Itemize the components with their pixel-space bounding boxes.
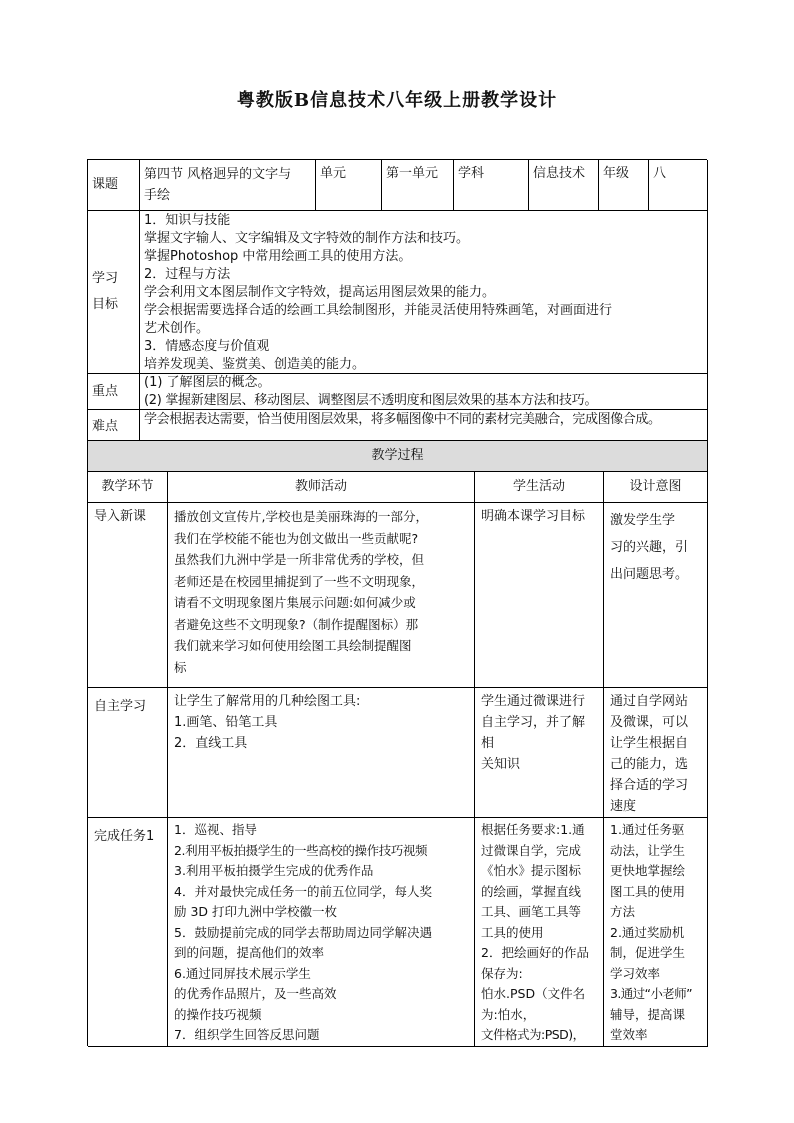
teacher-line: 4．并对最快完成任务一的前五位同学，每人奖: [174, 883, 432, 899]
intent-line: 习的兴趣，引: [610, 540, 689, 555]
teacher-line: 7．组织学生回答反思问题: [174, 1027, 320, 1042]
student-activity-cell: [475, 688, 604, 818]
teacher-line: 让学生了解常用的几种绘图工具:: [174, 694, 361, 709]
topic-label: 课题: [88, 160, 140, 211]
teacher-line: 标: [174, 659, 187, 675]
intent-line: 让学生根据自: [610, 736, 689, 751]
intent-line: 制，促进学生: [610, 945, 686, 960]
subject-value: 信息技术: [529, 160, 599, 211]
teacher-line: 我们就来学习如何使用绘图工具绘制提醒图: [174, 638, 412, 653]
goals-line: 掌握文字输人、文字编辑及文字特效的制作方法和技巧。: [144, 231, 470, 246]
process-heading: 教学过程: [88, 441, 708, 472]
goals-line: 2．过程与方法: [144, 267, 231, 282]
student-line: 《怕水》提示图标: [481, 863, 582, 878]
student-line: 明确本课学习目标: [481, 509, 586, 524]
teacher-line: 2.利用平板拍摄学生的一些高校的操作技巧视频: [174, 842, 428, 858]
intent-line: 激发学生学: [610, 513, 676, 528]
teacher-line: 5．鼓励提前完成的同学去帮助周边同学解决遇: [174, 924, 432, 940]
teacher-line: 虽然我们九洲中学是一所非常优秀的学校，但: [174, 552, 425, 567]
difficulty-content: 学会根据表达需要，恰当使用图层效果，将多幅图像中不同的素材完美融合，完成图像合成。: [140, 410, 708, 441]
grade-value: 八: [649, 160, 708, 211]
key-label: 重点: [88, 374, 140, 410]
goals-line: 掌握Photoshop 中常用绘画工具的使用方法。: [144, 249, 412, 264]
student-line: 学生通过微课进行: [481, 694, 586, 709]
unit-value: 第一单元: [382, 160, 454, 211]
goals-label-line-1: 学习: [92, 271, 119, 286]
student-line: 工具的使用: [481, 924, 544, 940]
intent-line: 2.通过奖励机: [610, 924, 685, 940]
unit-label: 单元: [316, 160, 382, 211]
goals-label-line-2: 目标: [92, 297, 119, 312]
teacher-activity-cell: [168, 688, 475, 818]
student-line: 文件格式为:PSD)，: [481, 1027, 585, 1042]
teacher-line: 1．巡视、指导: [174, 822, 257, 837]
goals-line: 学会根据需要选择合适的绘画工具绘制图形，并能灵活使用特殊画笔，对画面进行: [144, 303, 613, 318]
teacher-line: 者避免这些不文明现象?（制作提醒图标）那: [174, 616, 419, 632]
goals-line: 3．情感态度与价值观: [144, 339, 270, 354]
teacher-line: 请看不文明现象图片集展示问题:如何减少或: [174, 595, 416, 610]
intent-line: 及微课，可以: [610, 715, 689, 730]
intent-line: 速度: [610, 799, 637, 814]
student-line: 根据任务要求:1.通: [481, 822, 585, 837]
goals-line: 培养发现美、鉴赏美、创造美的能力。: [144, 357, 366, 372]
student-activity-cell: [475, 503, 604, 688]
teacher-line: 1.画笔、铅笔工具: [174, 715, 278, 730]
goals-line: 1．知识与技能: [144, 213, 231, 228]
intent-line: 图工具的使用: [610, 883, 686, 899]
teacher-line: 励 3D 打印九洲中学校徽一枚: [174, 904, 338, 919]
student-line: 关知识: [481, 757, 521, 772]
student-line: 工具、画笔工具等: [481, 904, 582, 919]
intent-line: 己的能力，选: [610, 757, 689, 772]
stage-cell: 完成任务1: [88, 818, 168, 1047]
grade-label: 年级: [599, 160, 649, 211]
student-line: 怕水.PSD（文件名: [481, 986, 586, 1001]
teacher-line: 6.通过同屏技术展示学生: [174, 965, 311, 981]
col-intent-header: 设计意图: [604, 472, 708, 503]
key-content: [140, 374, 708, 410]
stage-cell: 导入新课: [88, 503, 168, 688]
teacher-line: 2．直线工具: [174, 736, 248, 751]
document-title: 粤教版B信息技术八年级上册教学设计: [236, 90, 558, 111]
intent-line: 学习效率: [610, 965, 661, 981]
intent-line: 择合适的学习: [610, 778, 689, 793]
design-intent-cell: [604, 503, 708, 688]
teacher-activity-cell: [168, 503, 475, 688]
intent-line: 出问题思考。: [610, 567, 689, 582]
student-line: 自主学习，并了解: [481, 715, 586, 730]
intent-line: 辅导，提高课: [610, 1006, 686, 1022]
difficulty-label: 难点: [88, 410, 140, 441]
teacher-line: 的操作技巧视频: [174, 1006, 262, 1022]
goals-label: [88, 211, 140, 374]
student-line: 保存为:: [481, 965, 523, 981]
info-table: [87, 159, 707, 440]
intent-line: 1.通过任务驱: [610, 822, 685, 837]
col-teacher-header: 教师活动: [168, 472, 475, 503]
teacher-line: 老师还是在校园里捕捉到了一些不文明现象，: [174, 573, 425, 589]
goals-line: 学会利用文本图层制作文字特效，提高运用图层效果的能力。: [144, 285, 496, 300]
process-table: [87, 440, 707, 1046]
topic-line-1: 第四节 风格迥异的文字与: [144, 167, 292, 182]
student-line: 2．把绘画好的作品: [481, 945, 589, 960]
subject-label: 学科: [454, 160, 529, 211]
goals-content: [140, 211, 708, 374]
col-stage-header: 教学环节: [88, 472, 168, 503]
teacher-line: 我们在学校能不能也为创文做出一些贡献呢?: [174, 530, 419, 546]
teacher-line: 播放创文宣传片,学校也是美丽珠海的一部分，: [174, 509, 428, 524]
teacher-activity-cell: [168, 818, 475, 1047]
teacher-line: 到的问题，提高他们的效率: [174, 945, 325, 960]
topic-line-2: 手绘: [144, 188, 171, 203]
topic-value: [140, 160, 316, 211]
intent-line: 3.通过“小老师”: [610, 986, 692, 1001]
design-intent-cell: [604, 688, 708, 818]
goals-line: 艺术创作。: [144, 321, 210, 336]
intent-line: 方法: [610, 904, 636, 919]
teacher-line: 3.利用平板拍摄学生完成的优秀作品: [174, 863, 374, 878]
stage-cell: 自主学习: [88, 688, 168, 818]
student-line: 相: [481, 736, 495, 751]
teacher-line: 的优秀作品照片，及一些高效: [174, 986, 337, 1001]
intent-line: 堂效率: [610, 1027, 648, 1042]
student-line: 的绘画，掌握直线: [481, 883, 582, 899]
intent-line: 通过自学网站: [610, 694, 689, 709]
student-activity-cell: [475, 818, 604, 1047]
student-line: 为:怕水，: [481, 1006, 536, 1022]
design-intent-cell: [604, 818, 708, 1047]
key-line-2: (2) 掌握新建图层、移动图层、调整图层不透明度和图层效果的基本方法和技巧。: [144, 393, 598, 408]
key-line-1: (1) 了解图层的概念。: [144, 375, 271, 390]
intent-line: 更快地掌握绘: [610, 863, 686, 878]
intent-line: 动法，让学生: [610, 842, 686, 858]
student-line: 过微课自学，完成: [481, 842, 582, 858]
col-student-header: 学生活动: [475, 472, 604, 503]
